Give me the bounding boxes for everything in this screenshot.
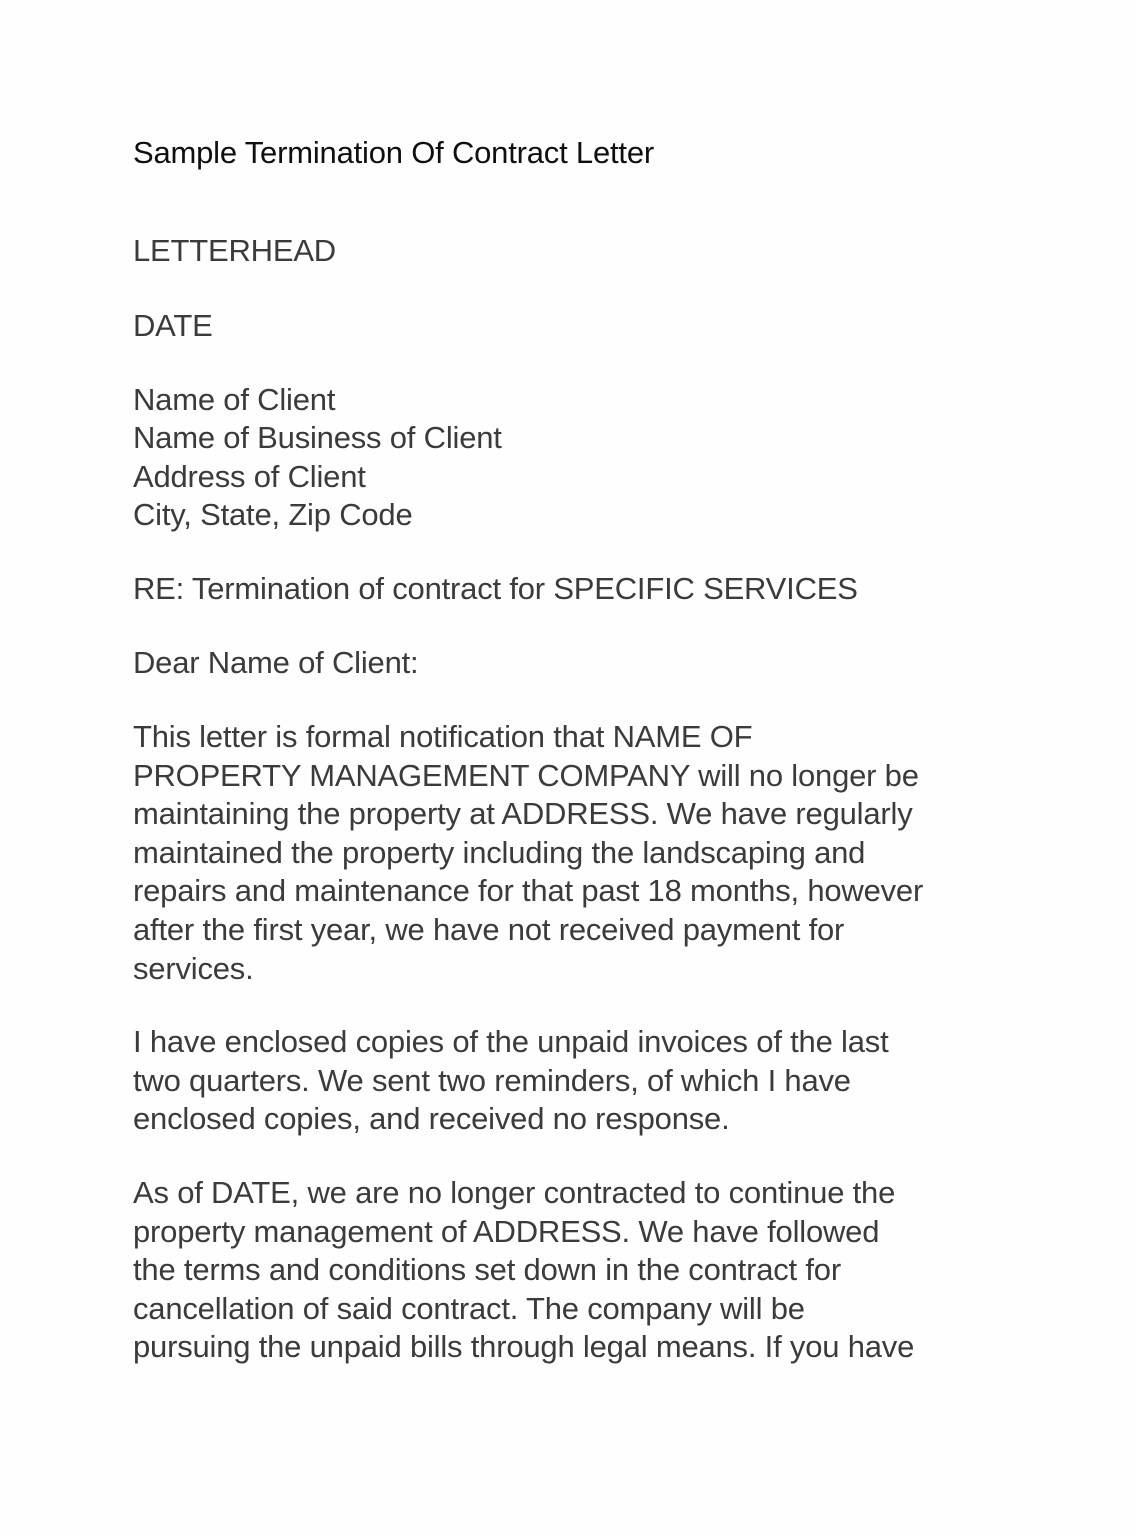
paragraph-line: two quarters. We sent two reminders, of which I have bbox=[133, 1062, 851, 1098]
body-paragraph-3 bbox=[133, 1174, 914, 1367]
paragraph-line: maintained the property including the landscaping and bbox=[133, 834, 866, 870]
paragraph-line: maintaining the property at ADDRESS. We have regularly bbox=[133, 796, 913, 832]
paragraph-line: the terms and conditions set down in the contract for bbox=[133, 1252, 841, 1288]
paragraph-line: property management of ADDRESS. We have followed bbox=[133, 1213, 880, 1249]
paragraph-line: repairs and maintenance for that past 18 months, however bbox=[133, 873, 924, 909]
paragraph-line: This letter is formal notification that NAME OF bbox=[133, 719, 753, 754]
recipient-city-state-zip: City, State, Zip Code bbox=[133, 497, 413, 532]
recipient-address: Address of Client bbox=[133, 459, 366, 494]
document-title: Sample Termination Of Contract Letter bbox=[133, 135, 654, 170]
paragraph-line: I have enclosed copies of the unpaid invoices of the last bbox=[133, 1024, 889, 1059]
paragraph-line: services. bbox=[133, 950, 254, 986]
paragraph-line: cancellation of said contract. The company will be bbox=[133, 1290, 805, 1326]
body-paragraph-1 bbox=[133, 718, 923, 988]
recipient-name: Name of Client bbox=[133, 382, 336, 417]
paragraph-line: after the first year, we have not received payment for bbox=[133, 911, 845, 947]
recipient-business: Name of Business of Client bbox=[133, 420, 502, 455]
paragraph-line: As of DATE, we are no longer contracted to continue the bbox=[133, 1175, 896, 1210]
body-paragraph-2 bbox=[133, 1023, 889, 1139]
subject-line: RE: Termination of contract for SPECIFIC SERVICES bbox=[133, 571, 858, 606]
salutation: Dear Name of Client: bbox=[133, 645, 419, 680]
paragraph-line: pursuing the unpaid bills through legal means. If you have bbox=[133, 1329, 915, 1365]
date-placeholder: DATE bbox=[133, 308, 213, 343]
paragraph-line: enclosed copies, and received no response. bbox=[133, 1101, 730, 1137]
paragraph-line: PROPERTY MANAGEMENT COMPANY will no longer be bbox=[133, 757, 919, 793]
letterhead-placeholder: LETTERHEAD bbox=[133, 233, 336, 268]
